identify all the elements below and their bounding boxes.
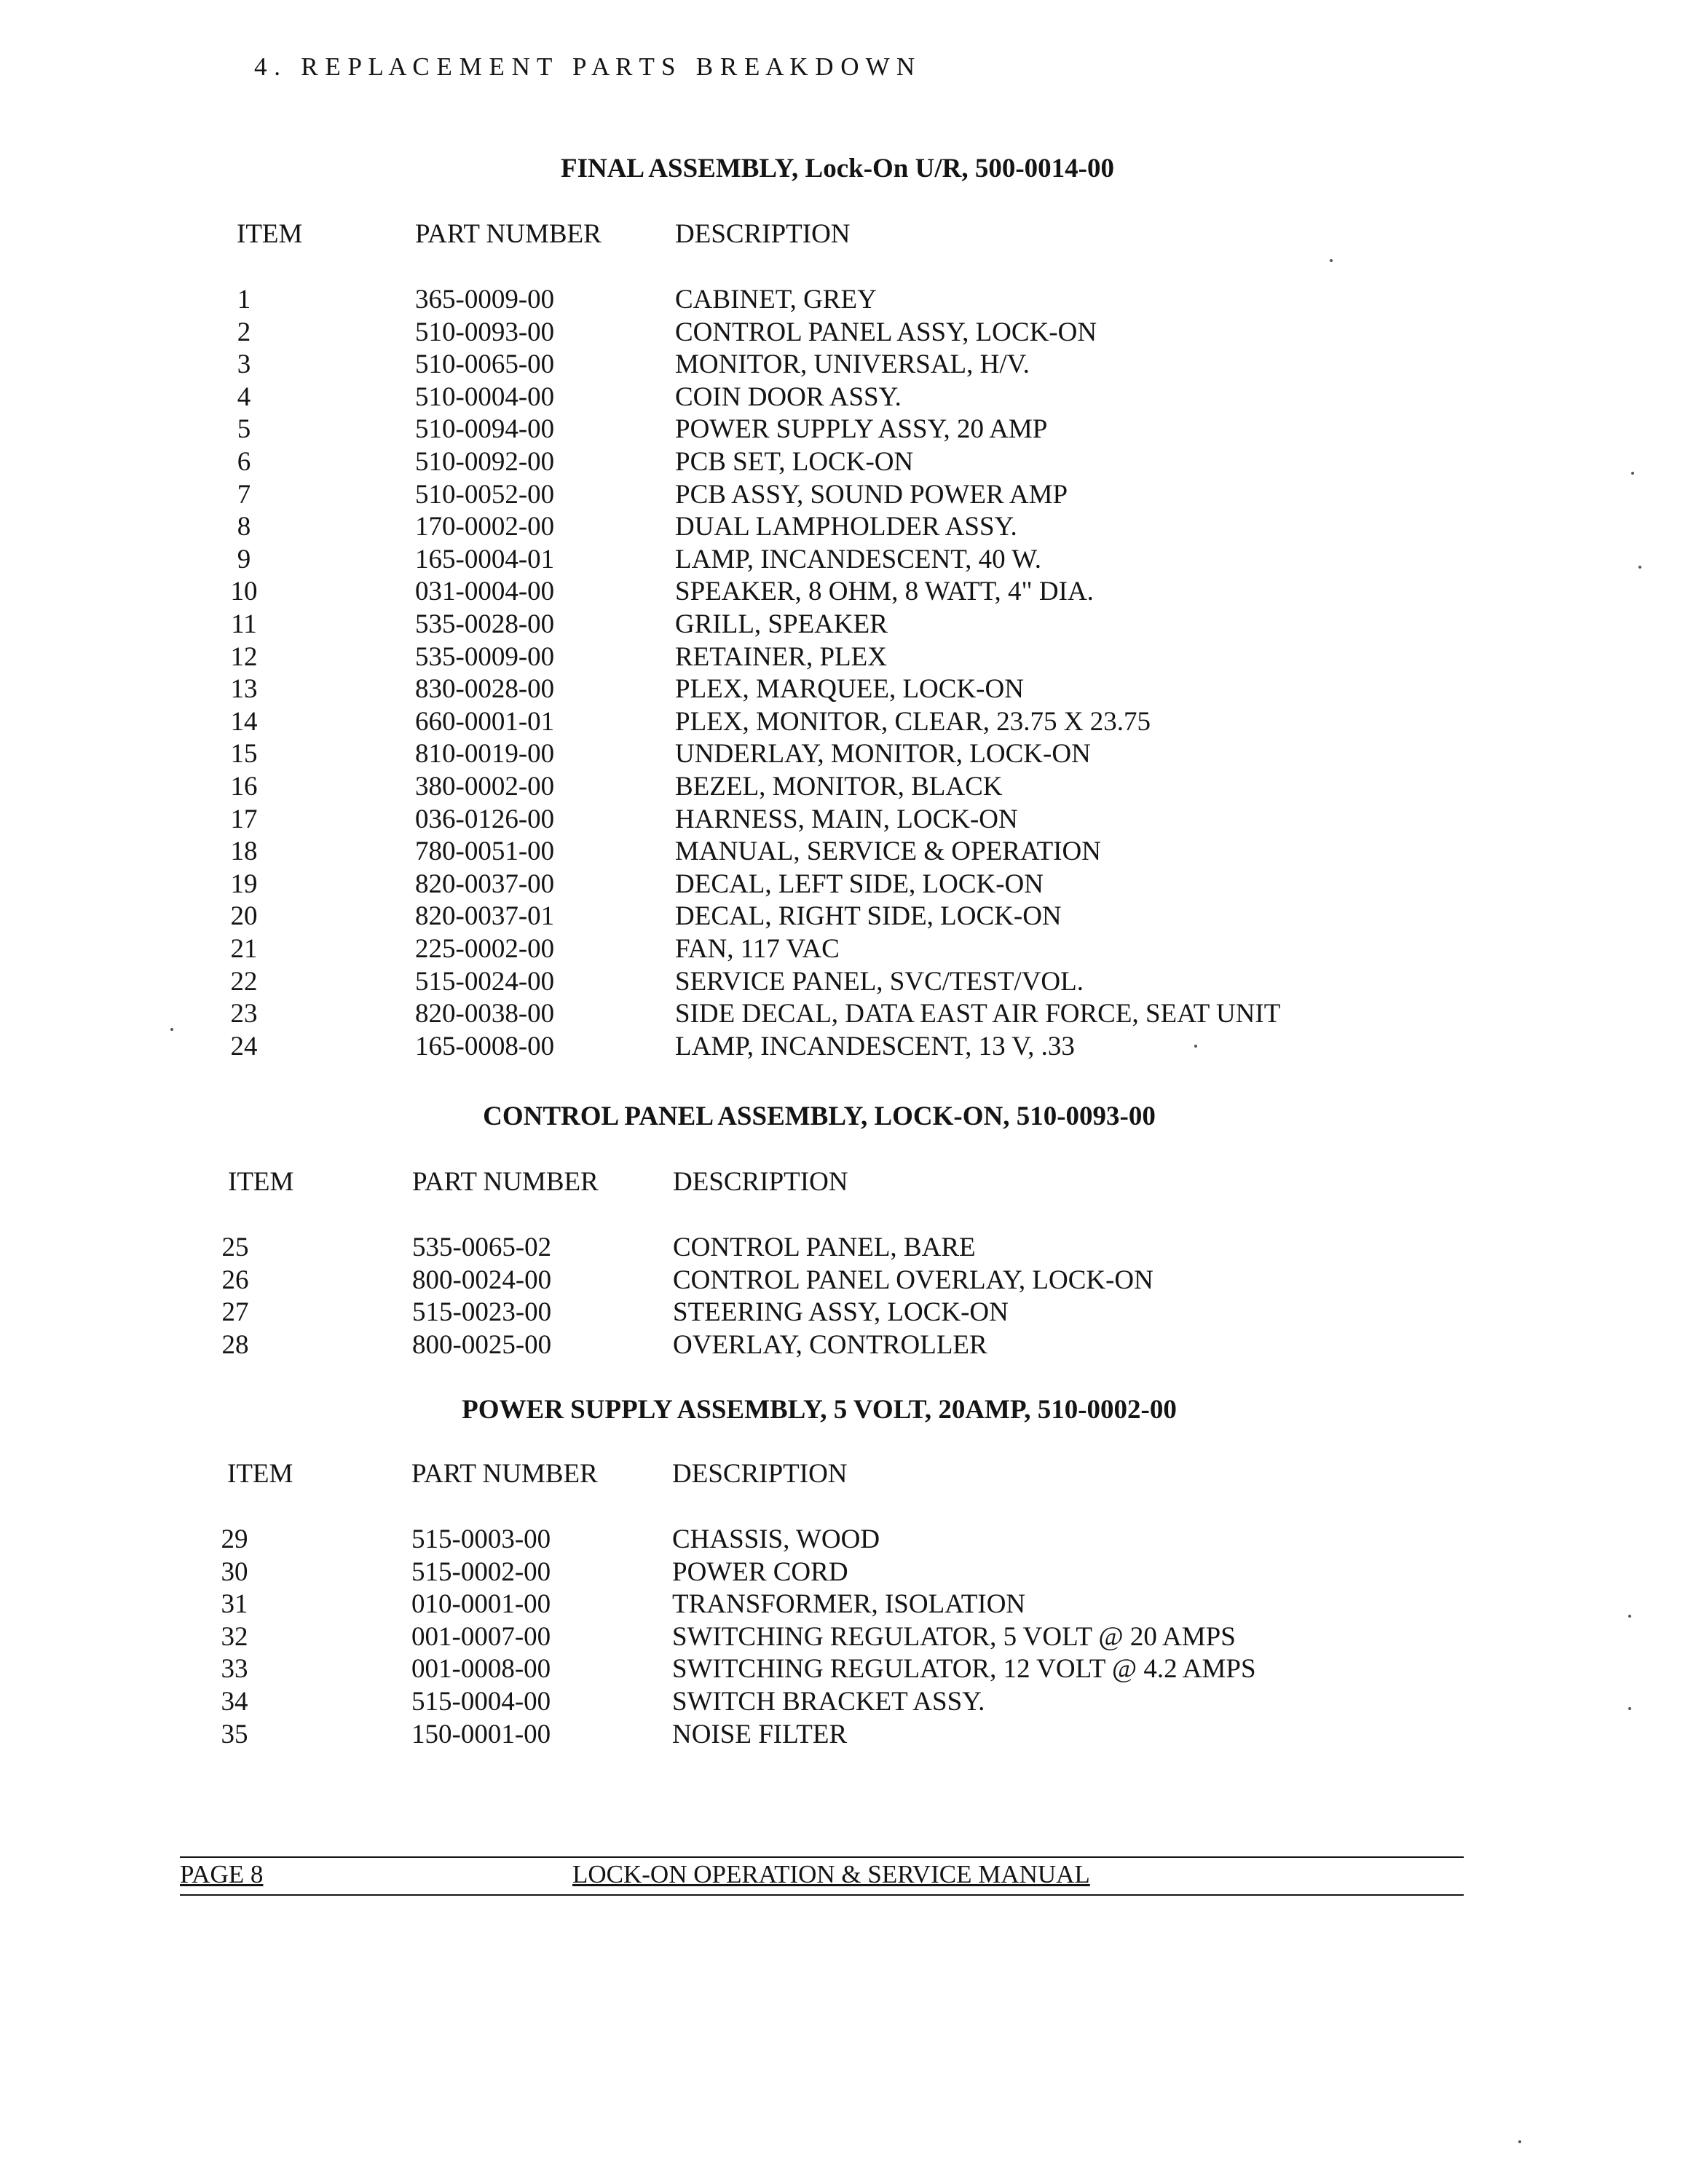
item-number: 31	[221, 1589, 248, 1620]
part-number: 535-0028-00	[415, 609, 555, 639]
item-number: 11	[231, 609, 257, 639]
part-number: 150-0001-00	[411, 1719, 551, 1749]
item-number: 30	[221, 1556, 248, 1587]
footer-top-rule	[180, 1856, 1464, 1858]
item-number: 27	[221, 1297, 249, 1328]
item-number: 26	[221, 1265, 249, 1295]
column-header-description: DESCRIPTION	[673, 1167, 848, 1197]
part-number: 510-0052-00	[415, 479, 555, 510]
item-number: 34	[221, 1687, 248, 1717]
part-description: PLEX, MARQUEE, LOCK-ON	[675, 674, 1024, 705]
item-number: 25	[221, 1233, 249, 1262]
scan-speck	[1628, 1615, 1631, 1618]
column-header-part-number: PART NUMBER	[411, 1459, 598, 1489]
item-number: 22	[230, 966, 258, 997]
part-description: LAMP, INCANDESCENT, 13 V, .33	[675, 1031, 1075, 1061]
footer-page-number: PAGE 8	[180, 1860, 264, 1888]
part-description: SPEAKER, 8 OHM, 8 WATT, 4" DIA.	[675, 577, 1094, 607]
item-number: 8	[237, 512, 251, 542]
part-number: 510-0093-00	[415, 317, 555, 347]
part-description: SWITCH BRACKET ASSY.	[672, 1687, 985, 1717]
part-number: 830-0028-00	[415, 674, 555, 705]
part-description: TRANSFORMER, ISOLATION	[672, 1589, 1026, 1620]
item-number: 2	[237, 317, 251, 347]
part-number: 515-0024-00	[415, 966, 555, 997]
part-description: UNDERLAY, MONITOR, LOCK-ON	[675, 739, 1091, 769]
part-number: 820-0038-00	[415, 999, 555, 1029]
part-description: PCB SET, LOCK-ON	[675, 447, 914, 477]
item-number: 17	[230, 804, 258, 834]
item-number: 1	[237, 285, 251, 314]
part-number: 515-0002-00	[411, 1556, 551, 1587]
part-description: LAMP, INCANDESCENT, 40 W.	[675, 544, 1041, 574]
part-description: POWER CORD	[672, 1556, 848, 1587]
part-number: 165-0004-01	[415, 544, 555, 574]
part-number: 660-0001-01	[415, 706, 555, 737]
part-number: 225-0002-00	[415, 934, 555, 964]
item-number: 29	[221, 1524, 248, 1554]
part-number: 535-0009-00	[415, 641, 555, 672]
part-number: 001-0008-00	[411, 1654, 551, 1685]
scan-speck	[1638, 566, 1641, 569]
item-number: 3	[237, 349, 251, 380]
part-description: DECAL, LEFT SIDE, LOCK-ON	[675, 869, 1044, 899]
part-description: MANUAL, SERVICE & OPERATION	[675, 836, 1101, 867]
table-title: FINAL ASSEMBLY, Lock-On U/R, 500-0014-00	[560, 154, 1115, 183]
item-number: 23	[230, 999, 258, 1029]
part-description: COIN DOOR ASSY.	[675, 381, 902, 412]
column-header-description: DESCRIPTION	[675, 219, 851, 249]
part-description: SWITCHING REGULATOR, 5 VOLT @ 20 AMPS	[672, 1621, 1236, 1652]
part-number: 036-0126-00	[415, 804, 555, 834]
part-number: 515-0003-00	[411, 1524, 551, 1554]
part-number: 380-0002-00	[415, 772, 555, 802]
column-header-part-number: PART NUMBER	[415, 219, 602, 249]
part-number: 010-0001-00	[411, 1589, 551, 1620]
part-description: CHASSIS, WOOD	[672, 1524, 880, 1554]
part-number: 165-0008-00	[415, 1031, 555, 1061]
part-number: 800-0025-00	[412, 1329, 552, 1360]
part-number: 810-0019-00	[415, 739, 555, 769]
part-description: DUAL LAMPHOLDER ASSY.	[675, 512, 1017, 542]
part-description: BEZEL, MONITOR, BLACK	[675, 772, 1003, 802]
part-description: STEERING ASSY, LOCK-ON	[673, 1297, 1009, 1328]
part-number: 515-0004-00	[411, 1687, 551, 1717]
column-header-part-number: PART NUMBER	[412, 1167, 599, 1197]
part-number: 001-0007-00	[411, 1621, 551, 1652]
item-number: 5	[237, 414, 251, 445]
scan-speck	[1628, 1707, 1631, 1710]
scan-speck	[170, 1028, 173, 1031]
table-title: CONTROL PANEL ASSEMBLY, LOCK-ON, 510-0093-00	[483, 1101, 1156, 1131]
part-number: 820-0037-01	[415, 901, 555, 932]
item-number: 10	[230, 577, 258, 607]
item-number: 18	[230, 836, 258, 867]
item-number: 9	[237, 544, 251, 574]
part-number: 365-0009-00	[415, 285, 555, 314]
footer-manual-title: LOCK-ON OPERATION & SERVICE MANUAL	[572, 1860, 1090, 1888]
part-description: NOISE FILTER	[672, 1719, 848, 1749]
part-description: CONTROL PANEL OVERLAY, LOCK-ON	[673, 1265, 1153, 1295]
scan-speck	[1518, 2140, 1521, 2143]
part-description: FAN, 117 VAC	[675, 934, 840, 964]
part-description: CONTROL PANEL ASSY, LOCK-ON	[675, 317, 1097, 347]
column-header-item: ITEM	[227, 1459, 293, 1489]
item-number: 19	[230, 869, 258, 899]
scan-speck	[1194, 1045, 1197, 1048]
column-header-item: ITEM	[237, 219, 303, 249]
part-description: SERVICE PANEL, SVC/TEST/VOL.	[675, 966, 1084, 997]
part-description: RETAINER, PLEX	[675, 641, 887, 672]
part-description: PLEX, MONITOR, CLEAR, 23.75 X 23.75	[675, 706, 1151, 737]
part-description: DECAL, RIGHT SIDE, LOCK-ON	[675, 901, 1062, 932]
part-description: SIDE DECAL, DATA EAST AIR FORCE, SEAT UNIT	[675, 999, 1281, 1029]
item-number: 32	[221, 1621, 248, 1652]
part-number: 780-0051-00	[415, 836, 555, 867]
part-description: MONITOR, UNIVERSAL, H/V.	[675, 349, 1030, 380]
item-number: 4	[237, 381, 251, 412]
part-description: HARNESS, MAIN, LOCK-ON	[675, 804, 1018, 834]
part-description: SWITCHING REGULATOR, 12 VOLT @ 4.2 AMPS	[672, 1654, 1256, 1685]
part-description: POWER SUPPLY ASSY, 20 AMP	[675, 414, 1048, 445]
part-number: 510-0065-00	[415, 349, 555, 380]
part-number: 820-0037-00	[415, 869, 555, 899]
item-number: 33	[221, 1654, 248, 1685]
item-number: 16	[230, 772, 258, 802]
footer-bottom-rule	[180, 1894, 1464, 1896]
section-heading: 4 . R E P L A C E M E N T P A R T S B R E A K D O W N	[254, 52, 915, 81]
table-title: POWER SUPPLY ASSEMBLY, 5 VOLT, 20AMP, 510-0002-00	[462, 1395, 1177, 1425]
part-description: PCB ASSY, SOUND POWER AMP	[675, 479, 1068, 510]
item-number: 28	[221, 1329, 249, 1360]
item-number: 6	[237, 447, 251, 477]
item-number: 7	[237, 479, 251, 510]
part-number: 510-0004-00	[415, 381, 555, 412]
scan-speck	[1631, 472, 1634, 475]
column-header-description: DESCRIPTION	[672, 1459, 848, 1489]
part-number: 535-0065-02	[412, 1233, 552, 1262]
item-number: 13	[230, 674, 258, 705]
part-description: OVERLAY, CONTROLLER	[673, 1329, 987, 1360]
part-number: 170-0002-00	[415, 512, 555, 542]
item-number: 15	[230, 739, 258, 769]
part-description: GRILL, SPEAKER	[675, 609, 888, 639]
item-number: 21	[230, 934, 258, 964]
item-number: 14	[230, 706, 258, 737]
item-number: 35	[221, 1719, 248, 1749]
part-number: 800-0024-00	[412, 1265, 552, 1295]
part-description: CABINET, GREY	[675, 285, 877, 314]
part-number: 510-0094-00	[415, 414, 555, 445]
part-number: 515-0023-00	[412, 1297, 552, 1328]
column-header-item: ITEM	[228, 1167, 294, 1197]
part-number: 031-0004-00	[415, 577, 555, 607]
item-number: 12	[230, 641, 258, 672]
item-number: 24	[230, 1031, 258, 1061]
item-number: 20	[230, 901, 258, 932]
part-number: 510-0092-00	[415, 447, 555, 477]
scan-speck	[1330, 259, 1333, 262]
part-description: CONTROL PANEL, BARE	[673, 1233, 976, 1262]
